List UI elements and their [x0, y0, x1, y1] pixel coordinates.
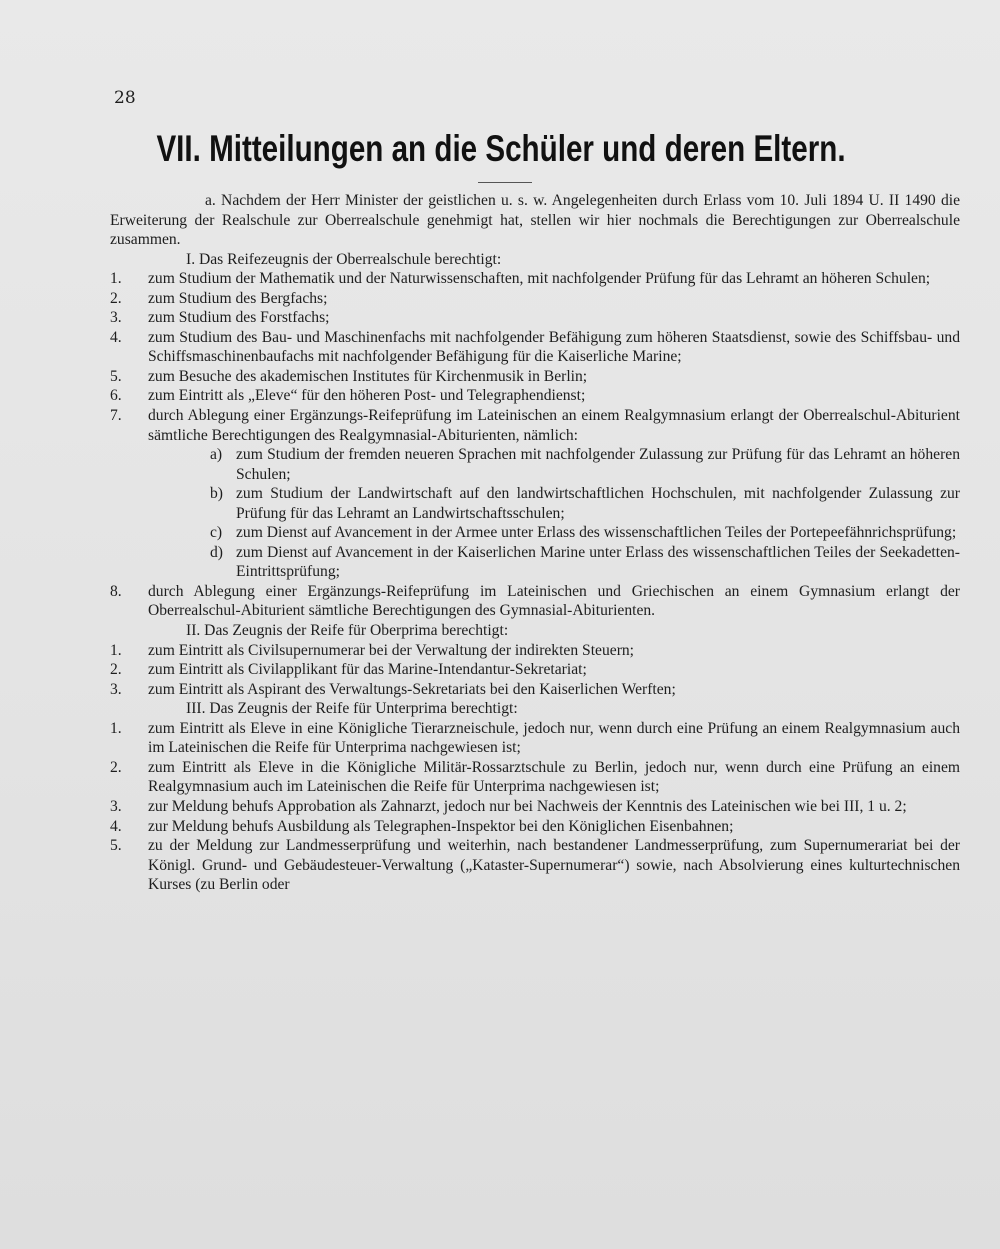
- sub-item-text: zum Dienst auf Avancement in der Kaiserlichen Marine unter Erlass des wissenschaftlichen Teiles der Seekadetten-Eintrittsprüfung;: [236, 543, 960, 581]
- item-number: 1.: [110, 641, 122, 659]
- list-item: [110, 660, 960, 680]
- list-item: [110, 836, 960, 895]
- list-item: [110, 269, 960, 289]
- page-number: 28: [114, 88, 136, 108]
- item-number: 3.: [110, 797, 122, 815]
- sub-item-text: zum Studium der Landwirtschaft auf den landwirtschaftlichen Hochschulen, mit nachfolgender Zulassung zur Prüfung für das Lehramt an Landwirtschaftsschulen;: [236, 485, 960, 522]
- item-number: 1.: [110, 270, 122, 288]
- list-item: [110, 582, 960, 621]
- item-number: 8.: [110, 582, 122, 600]
- item-text: zur Meldung behufs Approbation als Zahnarzt, jedoch nur bei Nachweis der Kenntnis des Lateinischen wie bei III, 1 u. 2;: [148, 797, 907, 815]
- sub-list-item: [110, 445, 960, 484]
- item-text: zum Studium des Bau- und Maschinenfachs mit nachfolgender Befähigung zum höheren Staatsdienst, sowie des Schiffsbau- und Schiffsmaschinenbaufachs mit nachfolgender Befähigung für die Kaiserliche Marine;: [148, 328, 960, 366]
- list-item: [110, 797, 960, 817]
- list-item: [110, 817, 960, 837]
- section-1-title: I. Das Reifezeugnis der Oberrealschule berechtigt:: [186, 250, 502, 268]
- sub-item-text: zum Dienst auf Avancement in der Armee unter Erlass des wissenschaftlichen Teiles der Portepeefähnrichsprüfung;: [236, 524, 957, 542]
- section-2-title: II. Das Zeugnis der Reife für Oberprima berechtigt:: [186, 622, 509, 640]
- item-number: 3.: [110, 680, 122, 698]
- intro-paragraph: a. Nachdem der Herr Minister der geistlichen u. s. w. Angelegenheiten durch Erlass vom 10. Juli 1894 U. II 1490 die Erweiterung der Realschule zur Oberrealschule genehmigt hat, stellen wir hier nochmals die Berechtigungen zur Oberrealschule zusammen.: [110, 192, 960, 249]
- list-item: [110, 328, 960, 367]
- item-text: zum Studium des Bergfachs;: [148, 289, 328, 307]
- item-text: zum Eintritt als Civilsupernumerar bei der Verwaltung der indirekten Steuern;: [148, 641, 635, 659]
- item-number: 3.: [110, 309, 122, 327]
- item-number: 4.: [110, 817, 122, 835]
- item-text: zum Eintritt als Eleve in die Königliche Militär-Rossarztschule zu Berlin, jedoch nur, wenn durch eine Prüfung an einem Realgymnasium auch im Lateinischen die Reife für Unterprima nachgewiesen ist;: [148, 758, 960, 796]
- sub-item-label: d): [210, 543, 223, 561]
- sub-item-label: b): [210, 485, 223, 503]
- chapter-heading: VII. Mitteilungen an die Schüler und deren Eltern.: [156, 128, 846, 169]
- item-text: zu der Meldung zur Landmesserprüfung und weiterhin, nach bestandener Landmesserprüfung, zum Supernumerariat bei der Königl. Grund- und Gebäudesteuer-Verwaltung („Kataster-Supernumerar“) sowie, nach Absolvierung eines kulturtechnischen Kurses (zu Berlin oder: [148, 837, 960, 894]
- list-item: [110, 406, 960, 445]
- item-number: 2.: [110, 289, 122, 307]
- section-3-title: III. Das Zeugnis der Reife für Unterprima berechtigt:: [186, 700, 518, 718]
- item-text: zum Eintritt als Aspirant des Verwaltungs-Sekretariats bei den Kaiserlichen Werften;: [148, 680, 676, 698]
- sub-list-item: [110, 543, 960, 582]
- sub-item-text: zum Studium der fremden neueren Sprachen mit nachfolgender Zulassung zur Prüfung für das Lehramt an höheren Schulen;: [236, 446, 960, 483]
- sub-item-label: a): [210, 446, 223, 464]
- list-item: [110, 758, 960, 797]
- item-number: 7.: [110, 407, 122, 425]
- heading-divider: [478, 182, 532, 183]
- item-text: zum Eintritt als Eleve in eine Königliche Tierarzneischule, jedoch nur, wenn durch eine Prüfung an einem Realgymnasium auch im Lateinischen die Reife für Unterprima nachgewiesen ist;: [148, 719, 960, 757]
- item-text: zum Eintritt als „Eleve“ für den höheren Post- und Telegraphendienst;: [148, 387, 586, 405]
- item-number: 6.: [110, 387, 122, 405]
- item-text: zum Besuche des akademischen Institutes für Kirchenmusik in Berlin;: [148, 367, 588, 385]
- sub-item-label: c): [210, 524, 223, 542]
- document-body: [110, 191, 960, 895]
- list-item: [110, 386, 960, 406]
- item-text: durch Ablegung einer Ergänzungs-Reifeprüfung im Lateinischen und Griechischen an einem Gymnasium erlangt der Oberrealschul-Abiturient sämtliche Berechtigungen des Gymnasial-Abiturienten.: [148, 582, 960, 620]
- list-item: [110, 641, 960, 661]
- item-text: zum Studium der Mathematik und der Naturwissenschaften, mit nachfolgender Prüfung für das Lehramt an höheren Schulen;: [148, 270, 931, 288]
- item-text: zum Eintritt als Civilapplikant für das Marine-Intendantur-Sekretariat;: [148, 661, 587, 679]
- item-number: 2.: [110, 661, 122, 679]
- item-number: 1.: [110, 719, 122, 737]
- list-item: [110, 289, 960, 309]
- sub-list-item: [110, 484, 960, 523]
- item-number: 2.: [110, 758, 122, 776]
- item-text: zum Studium des Forstfachs;: [148, 309, 330, 327]
- list-item: [110, 680, 960, 700]
- item-number: 5.: [110, 367, 122, 385]
- item-number: 4.: [110, 328, 122, 346]
- item-number: 5.: [110, 837, 122, 855]
- sub-list-item: [110, 523, 960, 543]
- list-item: [110, 719, 960, 758]
- item-text: zur Meldung behufs Ausbildung als Telegraphen-Inspektor bei den Königlichen Eisenbahnen;: [148, 817, 734, 835]
- list-item: [110, 308, 960, 328]
- item-text: durch Ablegung einer Ergänzungs-Reifeprüfung im Lateinischen an einem Realgymnasium erlangt der Oberrealschul-Abiturient sämtliche Berechtigungen des Realgymnasial-Abiturienten, nämlich:: [148, 407, 960, 444]
- list-item: [110, 367, 960, 387]
